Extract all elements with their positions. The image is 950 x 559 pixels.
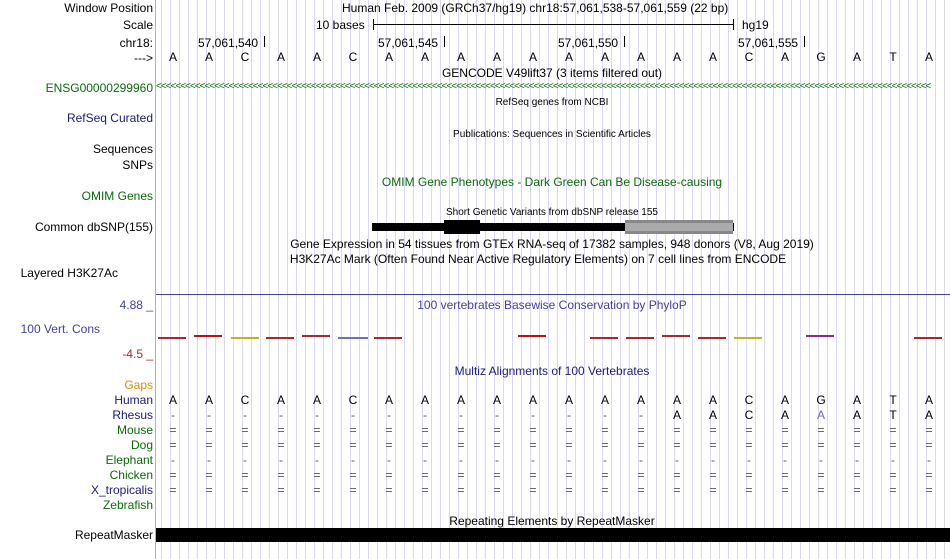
aligned-base: = — [889, 483, 897, 497]
phylop-mark — [338, 337, 368, 339]
aligned-base: = — [817, 423, 825, 437]
phylop-mark — [158, 337, 186, 339]
aligned-base: = — [349, 423, 357, 437]
aligned-base: = — [529, 483, 537, 497]
aligned-base: A — [924, 393, 934, 407]
base-11: A — [528, 50, 538, 64]
aligned-base: - — [567, 408, 571, 422]
omim-label[interactable]: OMIM Genes — [81, 189, 153, 203]
aligned-base: A — [600, 393, 610, 407]
sequences-label[interactable]: Sequences — [92, 142, 153, 156]
chrom-label: chr18: — [119, 36, 153, 50]
base-5: A — [312, 50, 322, 64]
pubs-track-title[interactable]: Publications: Sequences in Scientific Articles — [453, 129, 651, 140]
aligned-base: = — [709, 468, 717, 482]
aligned-base: = — [781, 468, 789, 482]
base-20: A — [852, 50, 862, 64]
base-17: C — [744, 50, 754, 64]
aligned-base: = — [673, 423, 681, 437]
aligned-base: = — [637, 483, 645, 497]
aligned-base: A — [564, 393, 574, 407]
phylop-min-label: -4.5 _ — [122, 347, 153, 361]
gtex-track-title[interactable]: Gene Expression in 54 tissues from GTEx RNA-seq of 17382 samples, 948 donors (V8, Aug 2019) — [290, 237, 814, 251]
aligned-base: - — [171, 453, 175, 467]
aligned-base: = — [781, 438, 789, 452]
coord-tick-4 — [804, 36, 805, 47]
aligned-base: - — [207, 453, 211, 467]
aligned-base: = — [565, 438, 573, 452]
aligned-base: - — [387, 453, 391, 467]
phylop-max-label: 4.88 _ — [119, 298, 153, 312]
aligned-base: C — [744, 408, 754, 422]
aligned-base: T — [889, 393, 897, 407]
aligned-base: = — [349, 483, 357, 497]
aligned-base: A — [636, 393, 646, 407]
aligned-base: = — [601, 468, 609, 482]
aligned-base: A — [852, 408, 862, 422]
aligned-base: = — [925, 483, 933, 497]
aligned-base: A — [672, 393, 682, 407]
aligned-base: A — [528, 393, 538, 407]
coord-3: 57,061,550 — [558, 36, 619, 50]
aligned-base: - — [639, 453, 643, 467]
coord-1: 57,061,540 — [198, 36, 259, 50]
refseq-label[interactable]: RefSeq Curated — [66, 111, 153, 125]
aligned-base: = — [385, 483, 393, 497]
aligned-base: = — [349, 468, 357, 482]
aligned-base: - — [747, 453, 751, 467]
aligned-base: - — [315, 453, 319, 467]
aligned-base: - — [603, 453, 607, 467]
aligned-base: = — [853, 468, 861, 482]
aligned-base: = — [277, 423, 285, 437]
scale-bar — [373, 24, 734, 25]
aligned-base: - — [387, 408, 391, 422]
aligned-base: = — [205, 468, 213, 482]
aligned-base: = — [277, 438, 285, 452]
aligned-base: = — [925, 468, 933, 482]
aligned-base: = — [277, 483, 285, 497]
aligned-base: - — [639, 408, 643, 422]
aligned-base: = — [313, 438, 321, 452]
phylop-mark — [374, 337, 402, 339]
aligned-base: C — [348, 393, 358, 407]
aligned-base: = — [817, 438, 825, 452]
aligned-base: = — [529, 423, 537, 437]
aligned-base: = — [745, 483, 753, 497]
aligned-base: A — [492, 393, 502, 407]
repeatmasker-track-title[interactable]: Repeating Elements by RepeatMasker — [449, 514, 655, 528]
aligned-base: = — [457, 483, 465, 497]
aligned-base: = — [817, 468, 825, 482]
aligned-base: A — [852, 393, 862, 407]
repeatmasker-label[interactable]: RepeatMasker — [74, 528, 153, 542]
aligned-base: A — [168, 393, 178, 407]
aligned-base: = — [313, 468, 321, 482]
base-15: A — [672, 50, 682, 64]
strand-label: ---> — [134, 51, 153, 65]
phylop-mark — [194, 335, 222, 337]
h3k27ac-label[interactable]: Layered H3K27Ac — [20, 266, 118, 280]
aligned-base: = — [673, 483, 681, 497]
aligned-base: - — [207, 408, 211, 422]
gene-label[interactable]: ENSG00000299960 — [45, 81, 153, 95]
aligned-base: - — [459, 453, 463, 467]
phylop-track-title[interactable]: 100 vertebrates Basewise Conservation by PhyloP — [417, 298, 687, 312]
aligned-base: = — [421, 438, 429, 452]
aligned-base: = — [709, 438, 717, 452]
phylop-label[interactable]: 100 Vert. Cons — [20, 322, 100, 336]
aligned-base: - — [423, 408, 427, 422]
aligned-base: A — [384, 393, 394, 407]
aligned-base: A — [456, 393, 466, 407]
base-7: A — [384, 50, 394, 64]
aligned-base: = — [241, 438, 249, 452]
phylop-mark — [734, 337, 762, 339]
aligned-base: = — [709, 483, 717, 497]
species-label-chicken[interactable]: Chicken — [109, 468, 153, 482]
aligned-base: - — [531, 453, 535, 467]
window-position-label: Window Position — [64, 1, 153, 15]
aligned-base: - — [927, 453, 931, 467]
aligned-base: = — [529, 468, 537, 482]
aligned-base: = — [601, 438, 609, 452]
aligned-base: = — [889, 468, 897, 482]
aligned-base: - — [351, 453, 355, 467]
base-3: C — [240, 50, 250, 64]
species-label-rhesus[interactable]: Rhesus — [112, 408, 153, 422]
aligned-base: = — [709, 423, 717, 437]
aligned-base: = — [853, 423, 861, 437]
base-2: A — [204, 50, 214, 64]
aligned-base: A — [204, 393, 214, 407]
coord-tick-3 — [624, 36, 625, 47]
aligned-base: = — [565, 483, 573, 497]
coord-4: 57,061,555 — [738, 36, 799, 50]
aligned-base: = — [493, 468, 501, 482]
aligned-base: = — [457, 468, 465, 482]
aligned-base: - — [495, 408, 499, 422]
aligned-base: = — [241, 468, 249, 482]
aligned-base: C — [744, 393, 754, 407]
aligned-base: - — [783, 453, 787, 467]
aligned-base: - — [459, 408, 463, 422]
aligned-base: = — [853, 483, 861, 497]
base-9: A — [456, 50, 466, 64]
aligned-base: - — [711, 453, 715, 467]
gaps-label: Gaps — [124, 378, 153, 392]
aligned-base: = — [241, 483, 249, 497]
coord-tick-2 — [444, 36, 445, 47]
species-label-x_tropicalis[interactable]: X_tropicalis — [90, 483, 153, 497]
base-4: A — [276, 50, 286, 64]
aligned-base: - — [495, 453, 499, 467]
aligned-base: A — [816, 408, 826, 422]
aligned-base: = — [673, 468, 681, 482]
base-10: A — [492, 50, 502, 64]
aligned-base: A — [924, 408, 934, 422]
base-19: G — [816, 50, 826, 64]
aligned-base: = — [205, 423, 213, 437]
aligned-base: = — [313, 483, 321, 497]
db-label: hg19 — [742, 18, 769, 32]
phylop-mark — [231, 337, 259, 339]
aligned-base: = — [313, 423, 321, 437]
aligned-base: C — [240, 393, 250, 407]
phylop-mark — [914, 337, 942, 339]
multiz-track-title[interactable]: Multiz Alignments of 100 Vertebrates — [454, 364, 650, 378]
species-label-dog[interactable]: Dog — [130, 438, 153, 452]
aligned-base: A — [780, 393, 790, 407]
gencode-gene-arrows[interactable]: <<<<<<<<<<<<<<<<<<<<<<<<<<<<<<<<<<<<<<<<<<<<<<<<<<<<<<<<<<<<<<<<<<<<<<<<<<<<<<<<<<<<<<<<<<<<<<<<<<<<<<<<<<<<<<<<<<<<<<<<<<<<<<<<<<<<<<<<<<<<<<<<<<<<<<<<<<<<<<<< — [156, 81, 931, 92]
phylop-top-line — [156, 294, 950, 295]
aligned-base: = — [169, 468, 177, 482]
aligned-base: - — [567, 453, 571, 467]
aligned-base: = — [889, 438, 897, 452]
aligned-base: = — [637, 468, 645, 482]
aligned-base: = — [745, 423, 753, 437]
base-1: A — [168, 50, 178, 64]
base-14: A — [636, 50, 646, 64]
base-22: A — [924, 50, 934, 64]
aligned-base: = — [889, 423, 897, 437]
aligned-base: A — [312, 393, 322, 407]
aligned-base: - — [171, 408, 175, 422]
aligned-base: = — [925, 438, 933, 452]
species-label-elephant[interactable]: Elephant — [105, 453, 153, 467]
aligned-base: A — [780, 408, 790, 422]
scale-text: 10 bases — [316, 18, 365, 32]
aligned-base: A — [708, 408, 718, 422]
aligned-base: = — [493, 438, 501, 452]
refseq-track-title[interactable]: RefSeq genes from NCBI — [495, 97, 609, 108]
aligned-base: - — [315, 408, 319, 422]
aligned-base: - — [855, 453, 859, 467]
aligned-base: - — [351, 408, 355, 422]
aligned-base: = — [781, 423, 789, 437]
aligned-base: = — [565, 468, 573, 482]
aligned-base: = — [169, 483, 177, 497]
aligned-base: = — [385, 468, 393, 482]
aligned-base: = — [277, 468, 285, 482]
coord-tick-1 — [264, 36, 265, 47]
aligned-base: = — [493, 423, 501, 437]
aligned-base: - — [243, 408, 247, 422]
aligned-base: = — [637, 423, 645, 437]
aligned-base: = — [457, 438, 465, 452]
aligned-base: = — [205, 483, 213, 497]
aligned-base: - — [603, 408, 607, 422]
species-label-zebrafish[interactable]: Zebrafish — [102, 498, 153, 512]
aligned-base: - — [279, 408, 283, 422]
dbsnp-variant-block[interactable] — [444, 220, 480, 234]
aligned-base: - — [423, 453, 427, 467]
phylop-mark — [266, 337, 294, 339]
aligned-base: = — [349, 438, 357, 452]
aligned-base: = — [781, 483, 789, 497]
aligned-base: - — [675, 453, 679, 467]
assembly-position-title[interactable]: Human Feb. 2009 (GRCh37/hg19) chr18:57,061,538-57,061,559 (22 bp) — [342, 1, 729, 15]
base-16: A — [708, 50, 718, 64]
aligned-base: = — [529, 438, 537, 452]
aligned-base: - — [819, 453, 823, 467]
aligned-base: A — [672, 408, 682, 422]
h3k27ac-track-title[interactable]: H3K27Ac Mark (Often Found Near Active Regulatory Elements) on 7 cell lines from ENCODE — [289, 252, 787, 266]
base-18: A — [780, 50, 790, 64]
aligned-base: = — [421, 423, 429, 437]
aligned-base: G — [816, 393, 826, 407]
aligned-base: = — [421, 483, 429, 497]
aligned-base: = — [493, 483, 501, 497]
species-label-mouse[interactable]: Mouse — [116, 423, 153, 437]
aligned-base: A — [276, 393, 286, 407]
aligned-base: - — [279, 453, 283, 467]
aligned-base: = — [169, 438, 177, 452]
base-13: A — [600, 50, 610, 64]
phylop-mark — [626, 337, 654, 339]
dbsnp-variant-gray-inner — [625, 223, 733, 231]
phylop-mark — [302, 335, 330, 337]
aligned-base: = — [817, 483, 825, 497]
repeatmasker-element[interactable] — [156, 528, 950, 542]
aligned-base: = — [745, 438, 753, 452]
phylop-mark — [806, 335, 834, 337]
aligned-base: = — [169, 423, 177, 437]
phylop-mark — [518, 335, 546, 337]
phylop-mark — [590, 337, 618, 339]
aligned-base: = — [457, 423, 465, 437]
base-12: A — [564, 50, 574, 64]
base-8: A — [420, 50, 430, 64]
coord-2: 57,061,545 — [378, 36, 439, 50]
aligned-base: T — [889, 408, 897, 422]
phylop-mark — [662, 335, 690, 337]
aligned-base: = — [853, 438, 861, 452]
omim-track-title[interactable]: OMIM Gene Phenotypes - Dark Green Can Be Disease-causing — [381, 175, 723, 189]
dbsnp-label[interactable]: Common dbSNP(155) — [34, 220, 153, 234]
scale-label: Scale — [122, 18, 153, 32]
aligned-base: = — [745, 468, 753, 482]
aligned-base: - — [531, 408, 535, 422]
aligned-base: = — [601, 423, 609, 437]
aligned-base: = — [385, 438, 393, 452]
phylop-mark — [698, 337, 726, 339]
species-label-human[interactable]: Human — [114, 393, 153, 407]
aligned-base: = — [637, 438, 645, 452]
gencode-track-title[interactable]: GENCODE V49lift37 (3 items filtered out) — [441, 66, 663, 80]
aligned-base: = — [205, 438, 213, 452]
base-6: C — [348, 50, 358, 64]
aligned-base: = — [241, 423, 249, 437]
base-21: T — [889, 50, 897, 64]
aligned-base: - — [891, 453, 895, 467]
aligned-base: - — [243, 453, 247, 467]
scale-bar-right-tick — [733, 19, 734, 30]
dbsnp-track-title[interactable]: Short Genetic Variants from dbSNP release 155 — [446, 207, 658, 218]
aligned-base: = — [421, 468, 429, 482]
aligned-base: = — [385, 423, 393, 437]
aligned-base: = — [565, 423, 573, 437]
aligned-base: A — [420, 393, 430, 407]
aligned-base: A — [708, 393, 718, 407]
aligned-base: = — [925, 423, 933, 437]
aligned-base: = — [673, 438, 681, 452]
snps-label[interactable]: SNPs — [122, 158, 153, 172]
aligned-base: = — [601, 483, 609, 497]
